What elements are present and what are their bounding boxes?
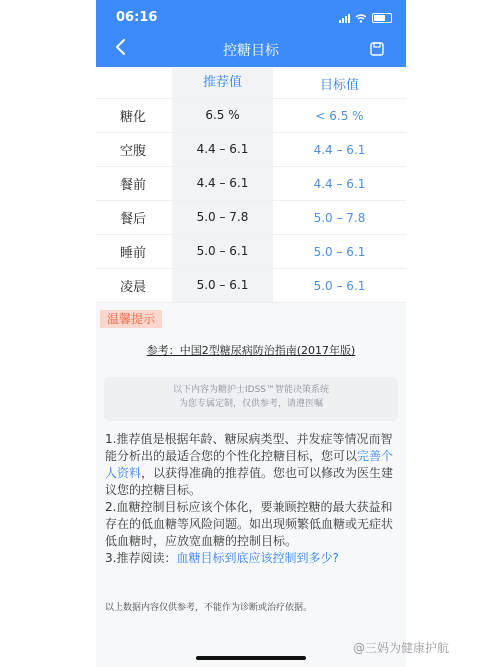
app-header — [96, 0, 406, 67]
notice-line: 以下内容为糖护士IDSS™智能决策系统 — [172, 385, 329, 395]
complete-profile-link[interactable]: 完善个人资料 — [105, 449, 394, 480]
table-row — [96, 235, 406, 269]
column-header-target: 目标值 — [319, 77, 359, 93]
wifi-icon — [355, 14, 367, 23]
signal-icon — [339, 14, 350, 23]
table-row — [96, 201, 406, 235]
reference-link[interactable]: 参考：中国2型糖尿病防治指南(2017年版) — [146, 344, 356, 357]
battery-icon — [372, 13, 392, 23]
phone-screen — [96, 0, 406, 667]
notice-box — [104, 377, 398, 421]
recommend-value: 5.0 – 6.1 — [172, 269, 273, 302]
tip-paragraph-3: 3.推荐阅读：血糖目标到底应该控制到多少? — [105, 551, 339, 565]
row-label: 糖化 — [120, 110, 147, 125]
target-value[interactable]: 5.0 – 6.1 — [313, 244, 366, 259]
notice-line: 为您专属定制，仅供参考，请遵医嘱 — [178, 399, 323, 409]
target-value[interactable]: 5.0 – 7.8 — [313, 210, 366, 225]
recommend-value: 6.5 % — [172, 99, 273, 132]
recommend-value: 5.0 – 6.1 — [172, 235, 273, 268]
table-row — [96, 167, 406, 201]
status-time: 06:16 — [116, 10, 158, 25]
disclaimer: 以上数据内容仅供参考，不能作为诊断或治疗依据。 — [105, 603, 313, 613]
recommend-value: 5.0 – 7.8 — [172, 201, 273, 234]
target-table — [96, 68, 406, 303]
tips-content — [105, 431, 397, 567]
recommend-value: 4.4 – 6.1 — [172, 167, 273, 200]
tip-paragraph-2: 2.血糖控制目标应该个体化，要兼顾控糖的最大获益和存在的低血糖等风险问题。如出现频繁低血糖或无症状低血糖时，应放宽血糖的控制目标。 — [105, 500, 394, 548]
page-title: 控糖目标 — [223, 43, 279, 59]
row-label: 凌晨 — [120, 280, 147, 295]
table-row — [96, 269, 406, 303]
row-label: 空腹 — [120, 144, 147, 159]
save-icon — [370, 42, 384, 56]
status-icons — [339, 13, 392, 23]
tips-badge: 温馨提示 — [100, 310, 162, 328]
table-header — [96, 68, 406, 99]
recommended-reading-link[interactable]: 血糖目标到底应该控制到多少? — [176, 551, 339, 565]
save-button[interactable] — [370, 41, 384, 55]
target-value[interactable]: 4.4 – 6.1 — [313, 142, 366, 157]
watermark: @三妈为健康护航 — [353, 641, 450, 655]
table-row — [96, 133, 406, 167]
target-value[interactable]: 5.0 – 6.1 — [313, 278, 366, 293]
table-row — [96, 99, 406, 133]
column-header-recommend: 推荐值 — [172, 68, 273, 98]
target-value[interactable]: 4.4 – 6.1 — [313, 176, 366, 191]
row-label: 餐前 — [120, 178, 147, 193]
row-label: 餐后 — [120, 212, 147, 227]
home-indicator[interactable] — [196, 656, 306, 660]
tip-paragraph-1: 1.推荐值是根据年龄、糖尿病类型、并发症等情况而智能分析出的最适合您的个性化控糖目标，您可以完善个人资料，以获得准确的推荐值。您也可以修改为医生建议您的控糖目标。 — [105, 432, 394, 497]
recommend-value: 4.4 – 6.1 — [172, 133, 273, 166]
row-label: 睡前 — [120, 246, 147, 261]
target-value[interactable]: < 6.5 % — [315, 108, 364, 123]
